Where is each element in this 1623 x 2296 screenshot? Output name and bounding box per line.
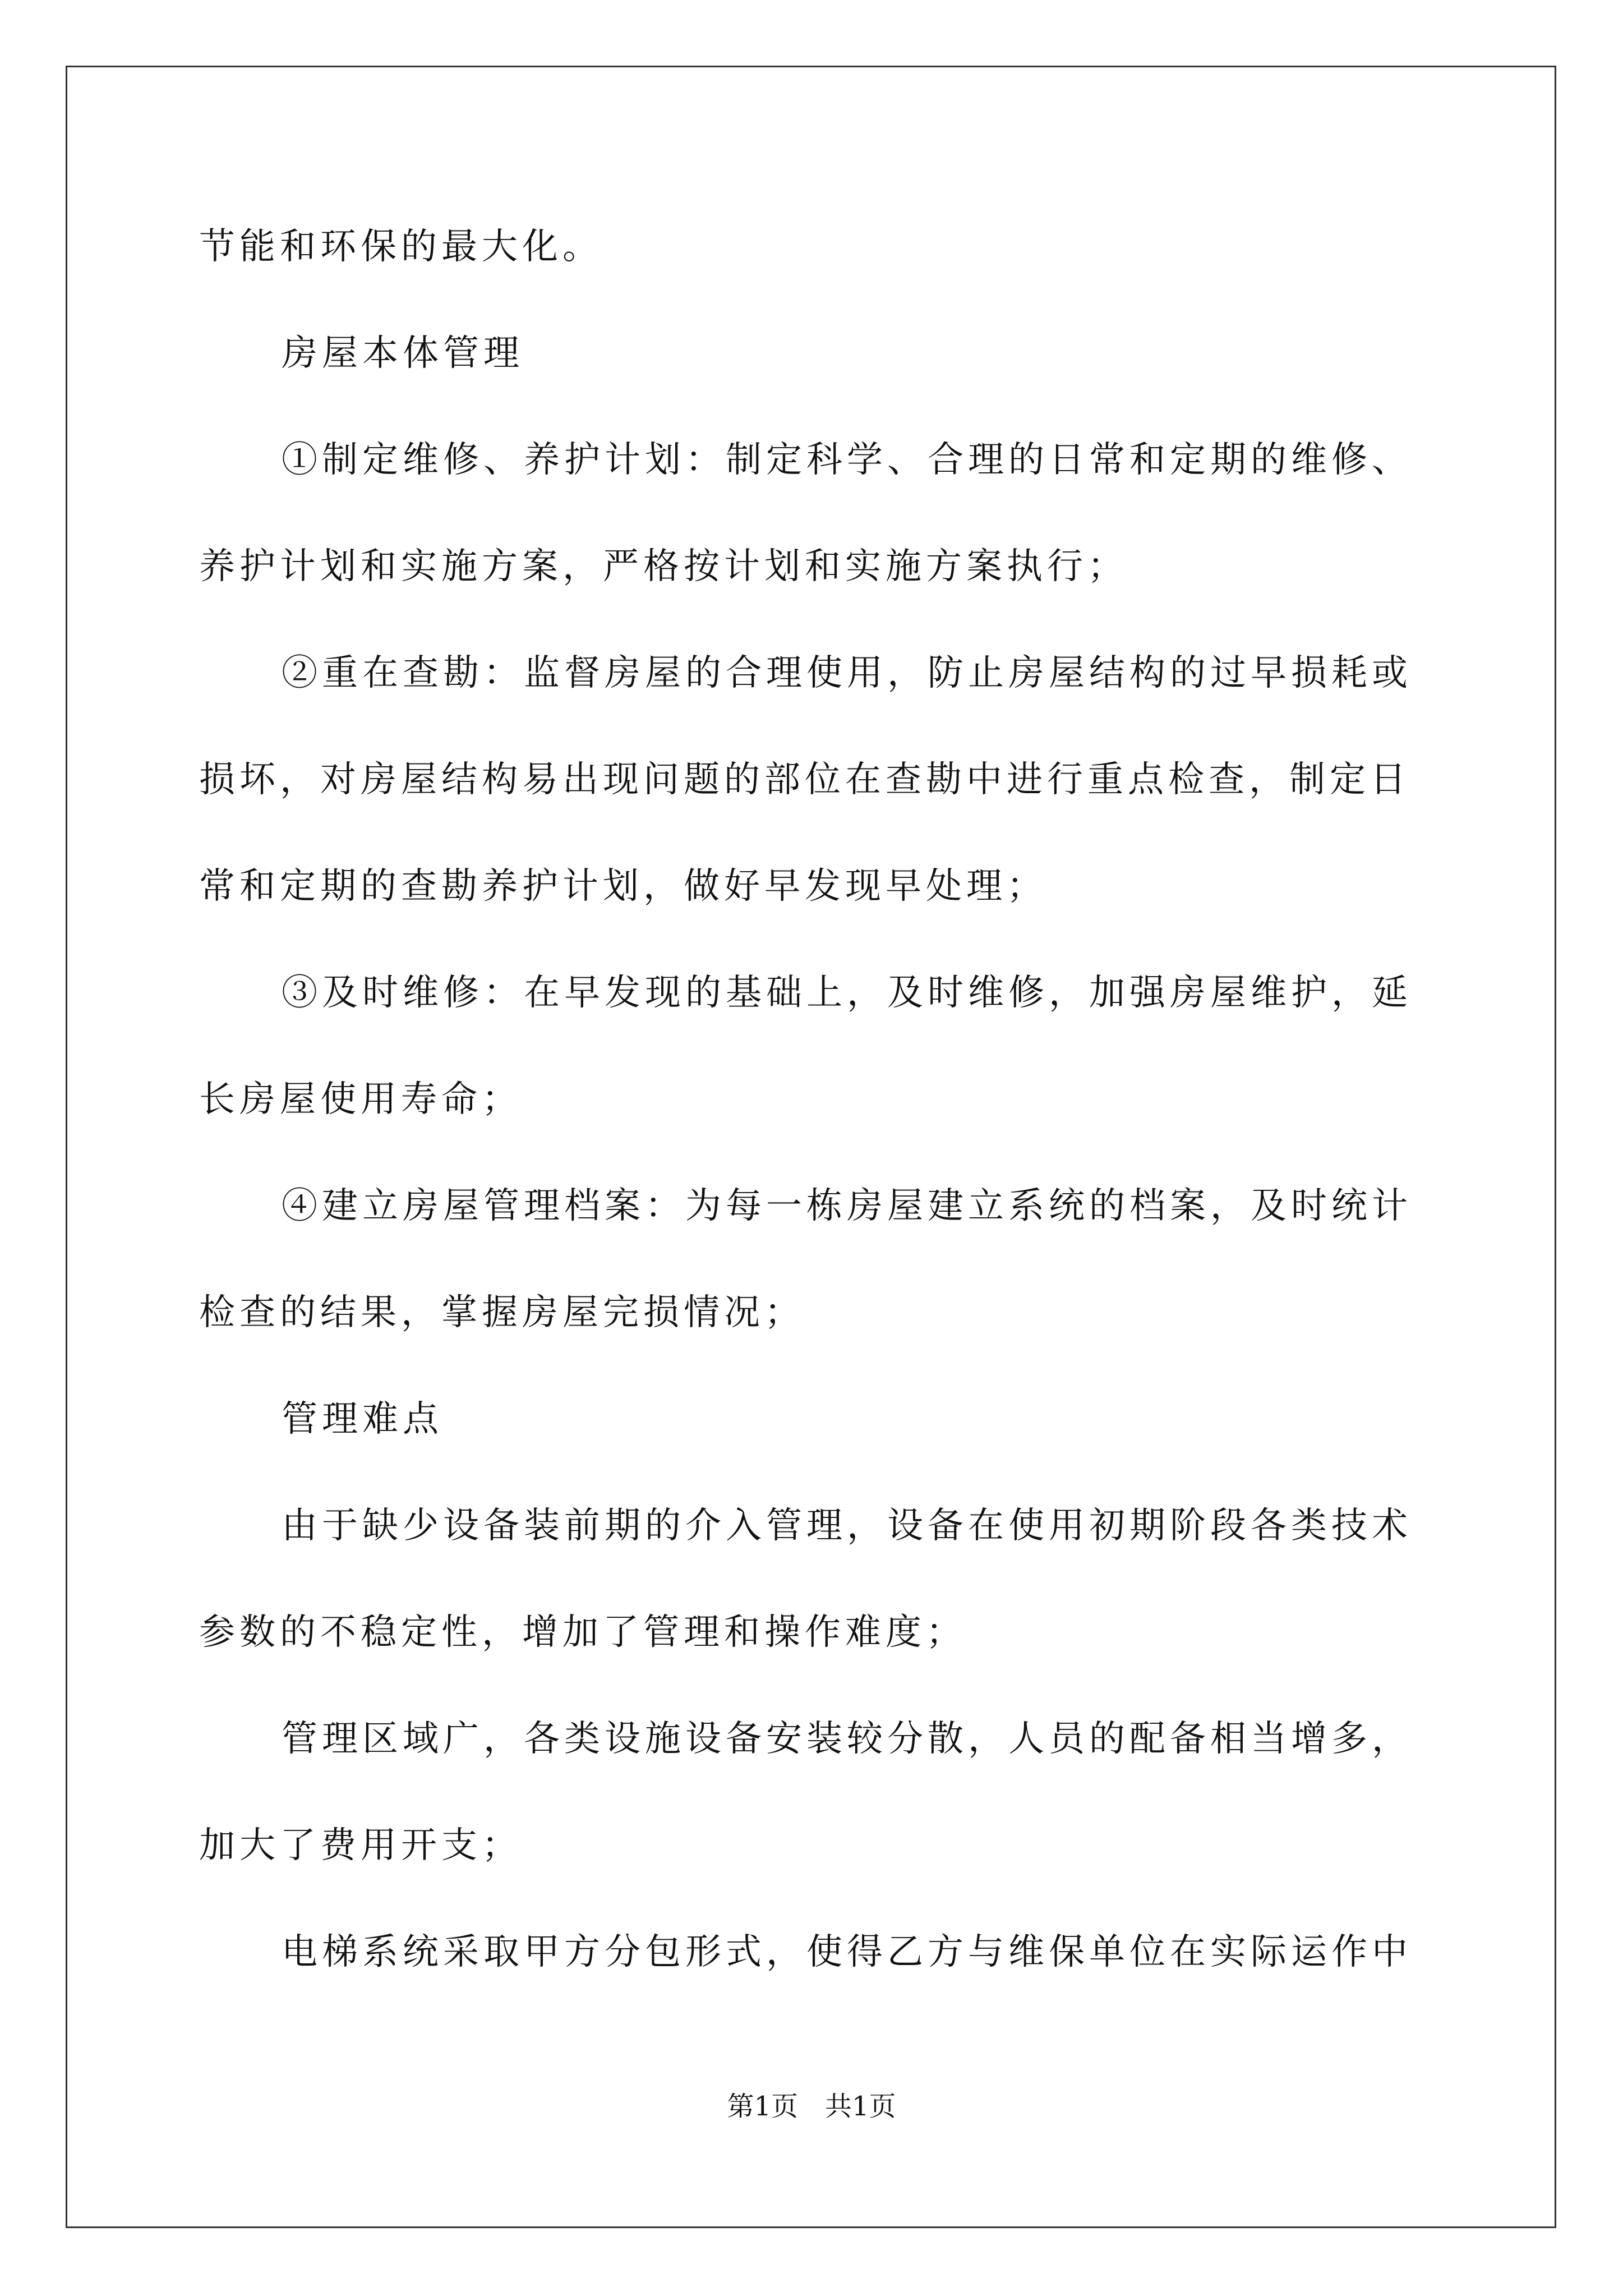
text-line: 损坏，对房屋结构易出现问题的部位在查勘中进行重点检查，制定日: [199, 759, 1410, 800]
text-line: 常和定期的查勘养护计划，做好早发现早处理；: [199, 866, 1047, 907]
page-border: [66, 66, 1556, 2228]
text-line: ①制定维修、养护计划：制定科学、合理的日常和定期的维修、: [282, 439, 1412, 481]
text-line: 节能和环保的最大化。: [199, 226, 603, 268]
text-line: 参数的不稳定性，增加了管理和操作难度；: [199, 1612, 966, 1653]
text-line: 长房屋使用寿命；: [199, 1079, 522, 1120]
text-line: ②重在查勘：监督房屋的合理使用，防止房屋结构的过早损耗或: [282, 652, 1412, 694]
text-line: 电梯系统采取甲方分包形式，使得乙方与维保单位在实际运作中: [282, 1931, 1412, 1973]
page-number: 第1页 共1页: [727, 2091, 896, 2122]
text-line: ④建立房屋管理档案：为每一栋房屋建立系统的档案，及时统计: [282, 1185, 1412, 1227]
section-heading: 房屋本体管理: [282, 333, 524, 374]
text-line: ③及时维修：在早发现的基础上，及时维修，加强房屋维护，延: [282, 972, 1412, 1014]
text-line: 加大了费用开支；: [199, 1825, 522, 1866]
text-line: 由于缺少设备装前期的介入管理，设备在使用初期阶段各类技术: [282, 1505, 1412, 1547]
text-line: 管理区域广，各类设施设备安装较分散，人员的配备相当增多，: [282, 1718, 1412, 1760]
text-line: 检查的结果，掌握房屋完损情况；: [199, 1292, 805, 1333]
section-heading: 管理难点: [282, 1398, 443, 1440]
text-line: 养护计划和实施方案，严格按计划和实施方案执行；: [199, 546, 1128, 587]
